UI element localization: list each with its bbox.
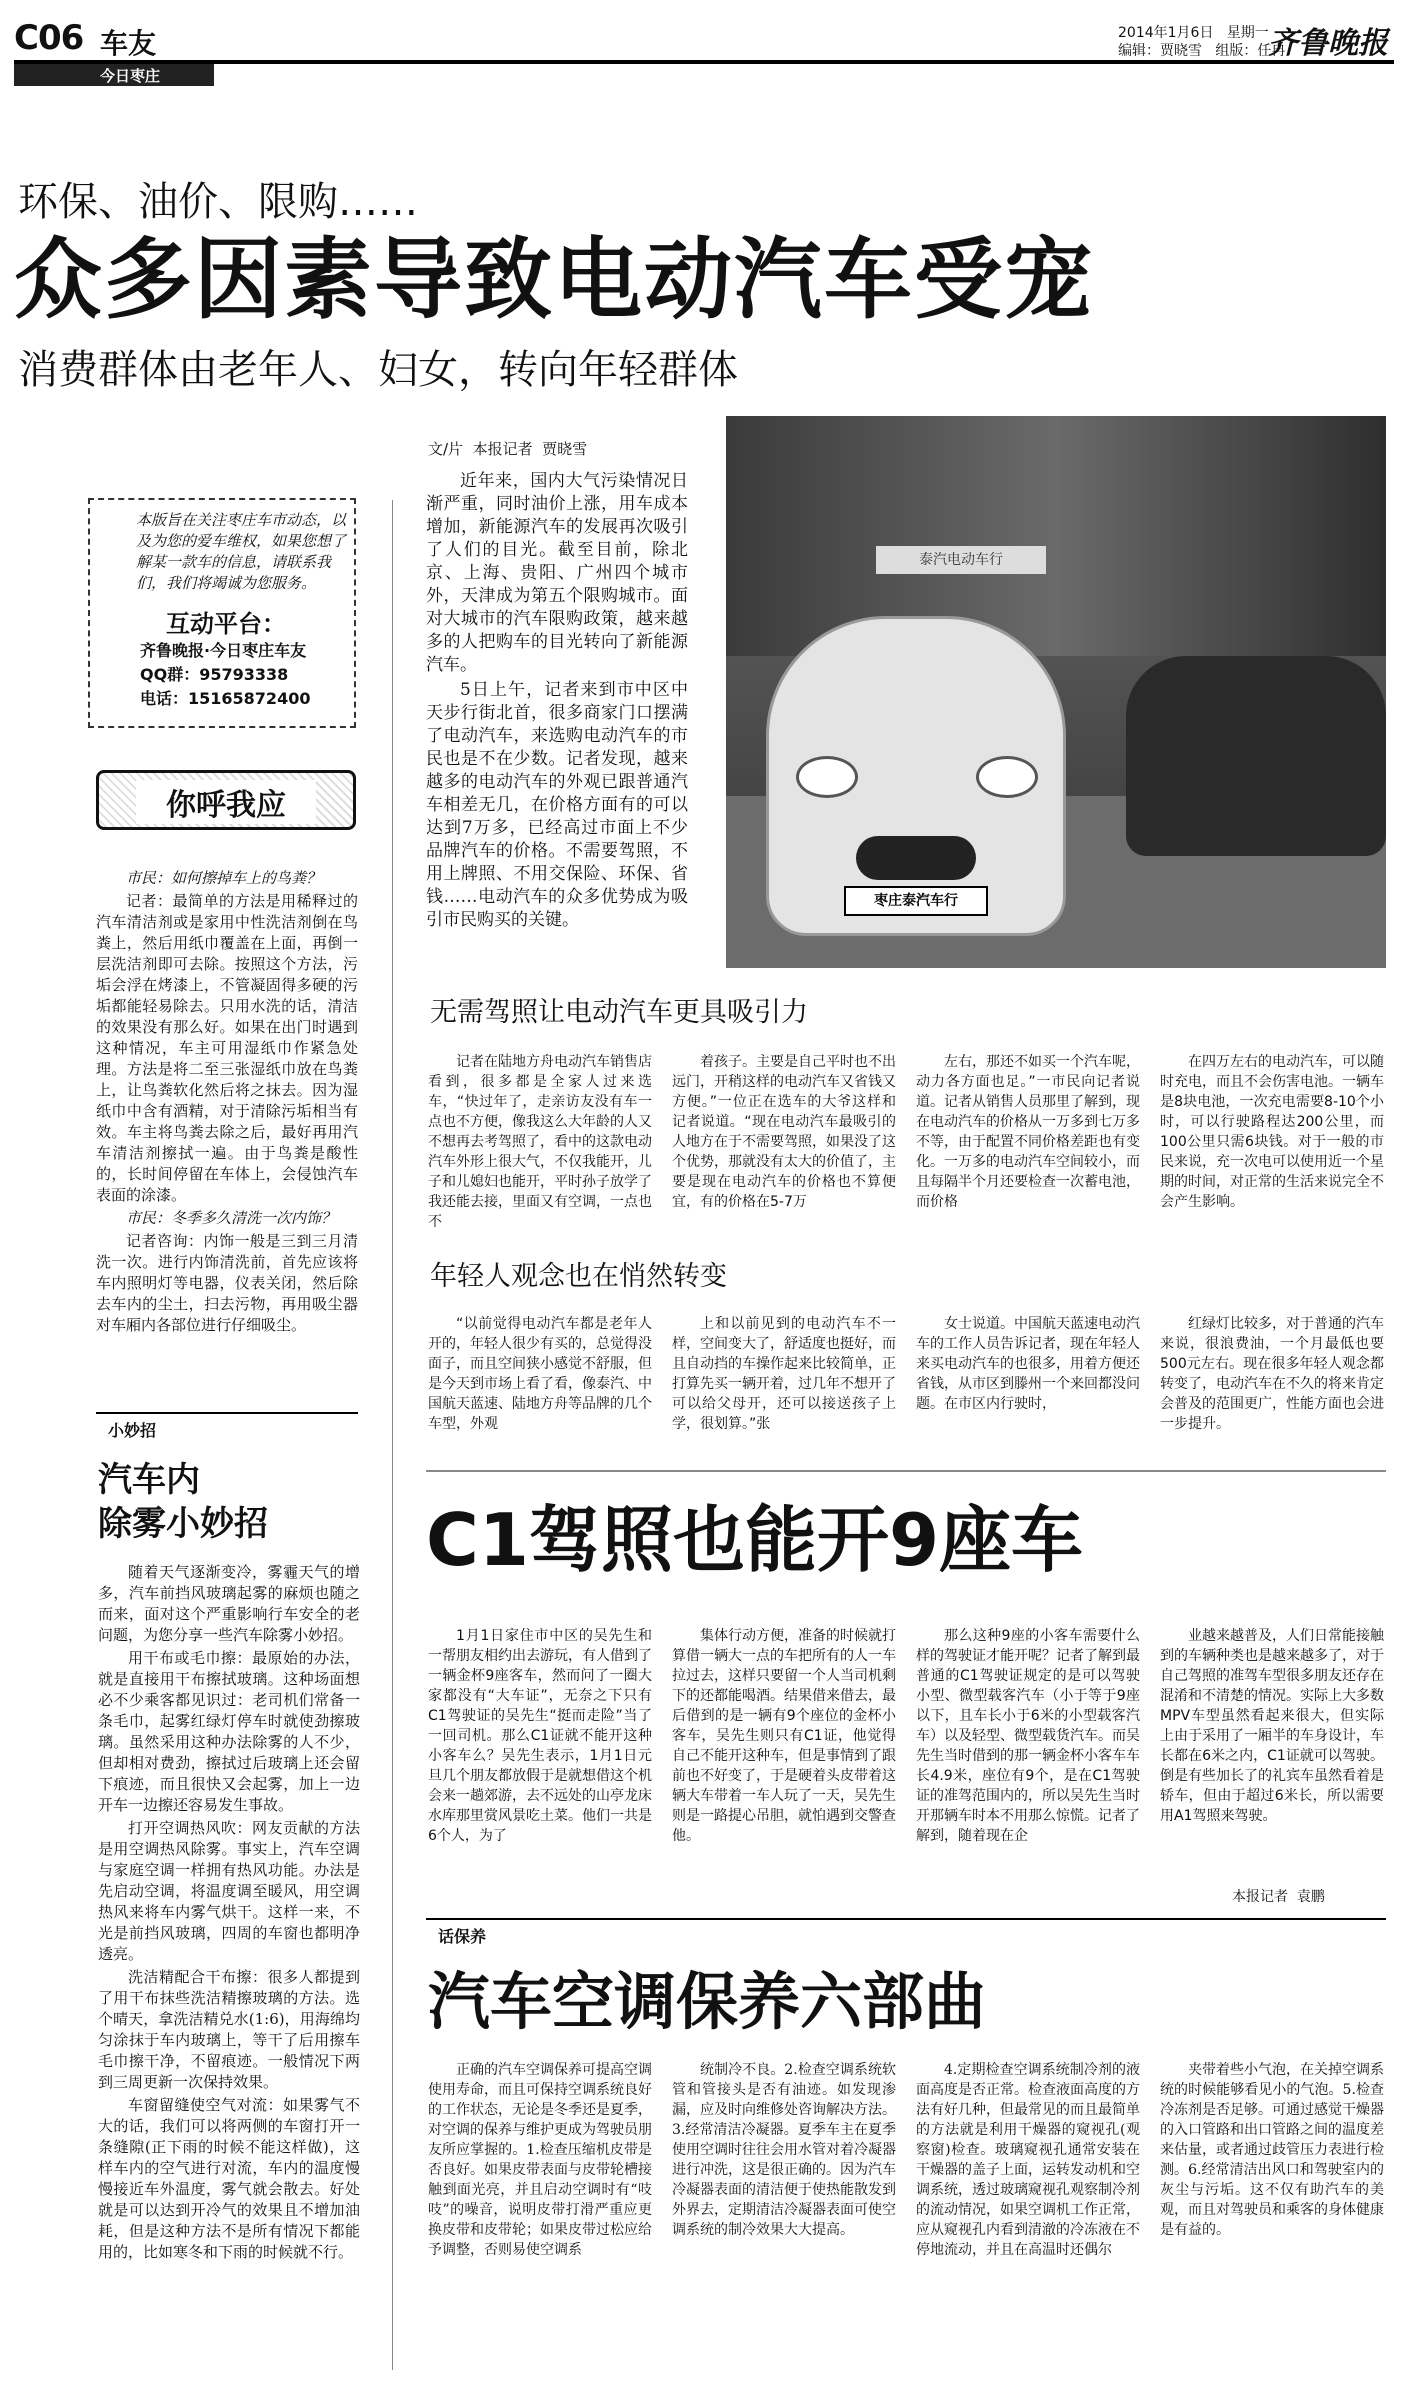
section-rule [426,1470,1386,1472]
section2-col [672,1314,896,1464]
photo-car-headlight [976,756,1038,798]
tip-paragraph: 用干布或毛巾擦：最原始的办法，就是直接用干布擦拭玻璃。这种场面想必不少乘客都见识过：老司机们常备一条毛巾，起雾红绿灯停车时就使劲擦玻璃。虽然采用这种办法除雾的人不少，但却相对费劲，擦拭过后玻璃上还会留下痕迹，而且很快又会起雾，加上一边开车一边擦还容易发生事故。 [98,1649,360,1814]
header-rule [14,60,1394,64]
platform-name: 齐鲁晚报·今日枣庄车友 [140,641,307,660]
ac-rule [426,1918,1386,1920]
platform-title: 互动平台： [166,610,286,638]
section1-col [1160,1052,1384,1242]
c1-paragraph: 业越来越普及，人们日常能接触到的车辆种类也是越来越多了，对于自己驾照的准驾车型很多朋友还存在混淆和不清楚的情况。实际上大多数MPV车型虽然看起来很大，但实际上由于采用了一厢半的车身设计，车长都在6米之内，C1证就可以驾驶。倒是有些加长了的礼宾车虽然看着是轿车，但由于超过6米长，所以需要用A1驾照来驾驶。 [1160,1628,1384,1824]
ac-label: 话保养 [438,1927,487,1946]
c1-col [428,1626,652,1906]
section1-paragraph: 左右，那还不如买一个汽车呢，动力各方面也足。”一市民向记者说道。记者从销售人员那里了解到，现在电动汽车的价格从一万多到七万多不等，由于配置不同价格差距也有变化。一万多的电动汽车空间较小，而且每隔半个月还要检查一次蓄电池，而价格 [916,1054,1140,1210]
intro-paragraph: 5日上午，记者来到市中区中天步行街北首，很多商家门口摆满了电动汽车，来选购电动汽车的市民也是不在少数。记者发现，越来越多的电动汽车的外观已跟普通汽车相差无几，在价格方面有的可以达到7万多，已经高过市面上不少品牌汽车的价格。不需要驾照，不用上牌照、不用交保险、环保、省钱……电动汽车的众多优势成为吸引市民购买的关键。 [426,680,688,930]
ac-paragraph: 正确的汽车空调保养可提高空调使用寿命，而且可保持空调系统良好的工作状态，无论是冬季还是夏季，对空调的保养与维护更成为驾驶员朋友所应掌握的。1.检查压缩机皮带是否良好。如果皮带表面与皮带轮槽接触到面光亮，并且启动空调时有“吱吱”的噪音，说明皮带打滑严重应更换皮带和皮带轮；如果皮带过松应给予调整，否则易使空调系 [428,2062,652,2258]
photo-storefront [726,416,1386,656]
section2-paragraph: “以前觉得电动汽车都是老年人开的，年轻人很少有买的，总觉得没面子，而且空间狭小感觉不舒服，但是今天到市场上看了看，像泰汽、中国航天蓝速、陆地方舟等品牌的几个车型，外观 [428,1316,652,1432]
date-line: 2014年1月6日 星期一 [1118,25,1269,41]
qa-question-1: 市民：如何擦掉车上的鸟粪？ [126,869,322,887]
ac-paragraph: 夹带着些小气泡，在关掉空调系统的时候能够看见小的气泡。5.检查冷冻剂是否足够。可通过感觉干燥器的入口管路和出口管路之间的温度差来估量，或者通过歧管压力表进行检测。6.经常清洁出风口和驾驶室内的灰尘与污垢。这不仅有助汽车的美观，而且对驾驶员和乘客的身体健康是有益的。 [1160,2062,1384,2238]
headline: 众多因素导致电动汽车受宠 [14,228,1095,331]
section1-paragraph: 着孩子。主要是自己平时也不出远门，开稍这样的电动汽车又省钱又方便。”一位正在选车的大爷这样和记者说道。“现在电动汽车最吸引的人地方在于不需要驾照，如果没了这个优势，那就没有太大的价值了，主要是现在电动汽车的价格也不算便宜，有的价格在5-7万 [672,1054,896,1210]
c1-col [916,1626,1140,1906]
section1-col [428,1052,652,1242]
section2-title: 年轻人观念也在悄然转变 [430,1261,727,1292]
intro-column [426,470,688,980]
ac-col [1160,2060,1384,2366]
qa-answer-1: 记者：最简单的方法是用稀释过的汽车清洁剂或是家用中性洗洁剂倒在鸟粪上，然后用纸巾覆盖在上面，再倒一层洗洁剂即可去除。按照这个方法，污垢会浮在烤漆上，不管凝固得多硬的污垢都能轻易除去。只用水洗的话，清洁的效果没有那么好。如果在出门时遇到这种情况，车主可用湿纸巾作紧急处理。方法是将二至三张湿纸巾放在鸟粪上，让鸟粪软化然后将之抹去。因为湿纸巾中含有酒精，对于清除污垢相当有效。车主将鸟粪去除之后，最好再用汽车清洁剂擦拭一遍。由于鸟粪是酸性的，长时间停留在车体上，会侵蚀汽车表面的涂漆。 [96,892,358,1204]
column-divider [392,500,393,2370]
c1-signature: 本报记者 袁鹏 [1232,1889,1325,1905]
c1-paragraph: 集体行动方便，准备的时候就打算借一辆大一点的车把所有的人一车拉过去，这样只要留一个人当司机剩下的还都能喝酒。结果借来借去，最后借到的是一辆有9个座位的金杯小客车，吴先生则只有C1证，他觉得自己不能开这种车，但是事情到了跟前也不好变了，于是硬着头皮带着这辆大车带着一车人玩了一天，吴先生则是一路提心吊胆，就怕遇到交警查他。 [672,1628,896,1844]
tip-paragraph: 随着天气逐渐变冷，雾霾天气的增多，汽车前挡风玻璃起雾的麻烦也随之而来，面对这个严重影响行车安全的老问题，为您分享一些汽车除雾小妙招。 [98,1563,360,1644]
section2-paragraph: 女士说道。中国航天蓝速电动汽车的工作人员告诉记者，现在年轻人来买电动汽车的也很多，用着方便还省钱，从市区到滕州一个来回都没问题。在市区内行驶时， [916,1316,1140,1412]
tip-title-line2: 除雾小妙招 [98,1504,268,1544]
section2-col [428,1314,652,1464]
byline: 文/片 本报记者 贾晓雪 [428,440,588,458]
notice-text: 本版旨在关注枣庄车市动态，以及为您的爱车维权，如果您想了解某一款车的信息，请联系我们，我们将竭诚为您服务。 [136,511,347,592]
photo-car-grille [856,836,976,880]
photo-car-right [1126,656,1386,856]
qa-answer-2: 记者咨询：内饰一般是三到三月清洗一次。进行内饰清洗前，首先应该将车内照明灯等电器，仪表关闭，然后除去车内的尘土，扫去污物，再用吸尘器对车厢内各部位进行仔细吸尘。 [96,1232,358,1334]
qa-title: 你呼我应 [136,780,316,824]
qa-column [96,868,358,1368]
qa-question-2: 市民：冬季多久清洗一次内饰？ [126,1209,337,1227]
section2-col [916,1314,1140,1464]
ac-col [672,2060,896,2366]
ac-col [916,2060,1140,2366]
c1-headline: C1驾照也能开9座车 [426,1498,1084,1582]
tip-paragraph: 车窗留缝使空气对流：如果雾气不大的话，我们可以将两侧的车窗打开一条缝隙(正下雨的时候不能这样做)，这样车内的空气进行对流，车内的温度慢慢接近车外温度，雾气就会散去。好处就是可以达到开冷气的效果且不增加油耗，但是这种方法不是所有情况下都能用的，比如寒冬和下雨的时候就不行。 [98,2096,360,2261]
ac-headline: 汽车空调保养六部曲 [428,1965,987,2038]
tip-paragraph: 洗洁精配合干布擦：很多人都提到了用干布抹些洗洁精擦玻璃的方法。选个晴天，拿洗洁精兑水(1:6)，用海绵均匀涂抹于车内玻璃上，等干了后用擦车毛巾擦干净，不留痕迹。一般情况下两到三周更新一次保持效果。 [98,1968,360,2091]
tip-label: 小妙招 [108,1421,157,1440]
c1-col [672,1626,896,1906]
section1-col [916,1052,1140,1242]
ac-paragraph: 4.定期检查空调系统制冷剂的液面高度是否正常。检查液面高度的方法有好几种，但最常见的而且最简单的方法就是利用干燥器的窥视孔(观察窗)检查。玻璃窥视孔通常安装在干燥器的盖子上面，运转发动机和空调系统，透过玻璃窥视孔观察制冷剂的流动情况，如果空调机工作正常，应从窥视孔内看到清澈的冷冻液在不停地流动，并且在高温时还偶尔 [916,2062,1140,2258]
paper-logo: 齐鲁晚报 [1268,26,1388,61]
section2-paragraph: 上和以前见到的电动汽车不一样，空间变大了，舒适度也挺好，而且自动挡的车操作起来比较简单，正打算先买一辆开着，过几年不想开了可以给父母开，还可以接送孩子上学，很划算。”张 [672,1316,896,1432]
ac-paragraph: 统制冷不良。2.检查空调系统软管和管接头是否有油迹。如发现渗漏，应及时向维修处咨询解决方法。3.经常清洁冷凝器。夏季车主在夏季使用空调时往往会用水管对着冷凝器进行冲洗，这是很正确的。因为汽车冷凝器表面的清洁便于使热能散发到外界去，定期清洁冷凝器表面可使空调系统的制冷效果大大提高。 [672,2062,896,2238]
photo-sign: 泰汽电动车行 [876,546,1046,574]
subsection-name: 今日枣庄 [100,67,161,85]
tip-rule [96,1412,358,1414]
section-name: 车友 [100,27,157,60]
c1-paragraph: 那么这种9座的小客车需要什么样的驾驶证才能开呢？记者了解到最普通的C1驾驶证规定的是可以驾驶小型、微型载客汽车（小于等于9座以下，且车长小于6米的小型载客汽车）以及轻型、微型载货汽车。而吴先生当时借到的那一辆金杯小客车车长4.9米，座位有9个，是在C1驾驶证的准驾范围内的，所以吴先生当时开那辆车时本不用那么惊慌。记者了解到，随着现在企 [916,1628,1140,1844]
phone-number: 电话：15165872400 [140,689,311,708]
photo-car-headlight [796,756,858,798]
section1-col [672,1052,896,1242]
section1-paragraph: 在四万左右的电动汽车，可以随时充电，而且不会伤害电池。一辆车是8块电池，一次充电需要8-10个小时，可以行驶路程达200公里，而100公里只需6块钱。对于一般的市民来说，充一次电可以使用近一个星期的时间，对正常的生活来说完全不会产生影响。 [1160,1054,1384,1210]
c1-paragraph: 1月1日家住市中区的吴先生和一帮朋友相约出去游玩，有人借到了一辆金杯9座客车，然而问了一圈大家都没有“大车证”，无奈之下只有C1驾驶证的吴先生“挺而走险”当了一回司机。那么C1证就不能开这种小客车么？吴先生表示，1月1日元旦几个朋友都放假于是就想借这个机会来一趟郊游，去不远处的山亭龙床水库那里赏风景吃土菜。他们一共是6个人，为了 [428,1628,652,1844]
ac-col [428,2060,652,2366]
editor-line: 编辑：贾晓雪 组版：任冉 [1118,43,1286,59]
tip-title-line1: 汽车内 [98,1460,200,1500]
section1-title: 无需驾照让电动汽车更具吸引力 [430,997,808,1028]
c1-col [1160,1626,1384,1888]
qq-group: QQ群：95793338 [140,665,289,684]
photo-plate: 枣庄泰汽车行 [844,886,988,916]
electric-car-photo [726,416,1386,968]
tip-column [98,1562,360,2370]
kicker: 环保、油价、限购…… [18,179,418,225]
section2-col [1160,1314,1384,1464]
section1-paragraph: 记者在陆地方舟电动汽车销售店看到，很多都是全家人过来选车，“快过年了，走亲访友没有车一点也不方便，像我这么大年龄的人又不想再去考驾照了，看中的这款电动汽车外形上很大气，不仅我能开，儿子和儿媳妇也能开，平时孙子放学了我还能去接，里面又有空调，一点也不 [428,1054,652,1230]
subhead: 消费群体由老年人、妇女，转向年轻群体 [18,347,738,393]
intro-paragraph: 近年来，国内大气污染情况日渐严重，同时油价上涨，用车成本增加，新能源汽车的发展再次吸引了人们的目光。截至目前，除北京、上海、贵阳、广州四个城市外，天津成为第五个限购城市。面对大城市的汽车限购政策，越来越多的人把购车的目光转向了新能源汽车。 [426,471,688,675]
tip-paragraph: 打开空调热风吹：网友贡献的方法是用空调热风除雾。事实上，汽车空调与家庭空调一样拥有热风功能。办法是先启动空调，将温度调至暖风，用空调热风来将车内雾气烘干。这样一来，不光是前挡风玻璃，四周的车窗也都明净透亮。 [98,1819,360,1963]
page-number: C06 [14,18,84,58]
section2-paragraph: 红绿灯比较多，对于普通的汽车来说，很浪费油，一个月最低也要500元左右。现在很多年轻人观念都转变了，电动汽车在不久的将来肯定会普及的范围更广，性能方面也会进一步提升。 [1160,1316,1384,1432]
